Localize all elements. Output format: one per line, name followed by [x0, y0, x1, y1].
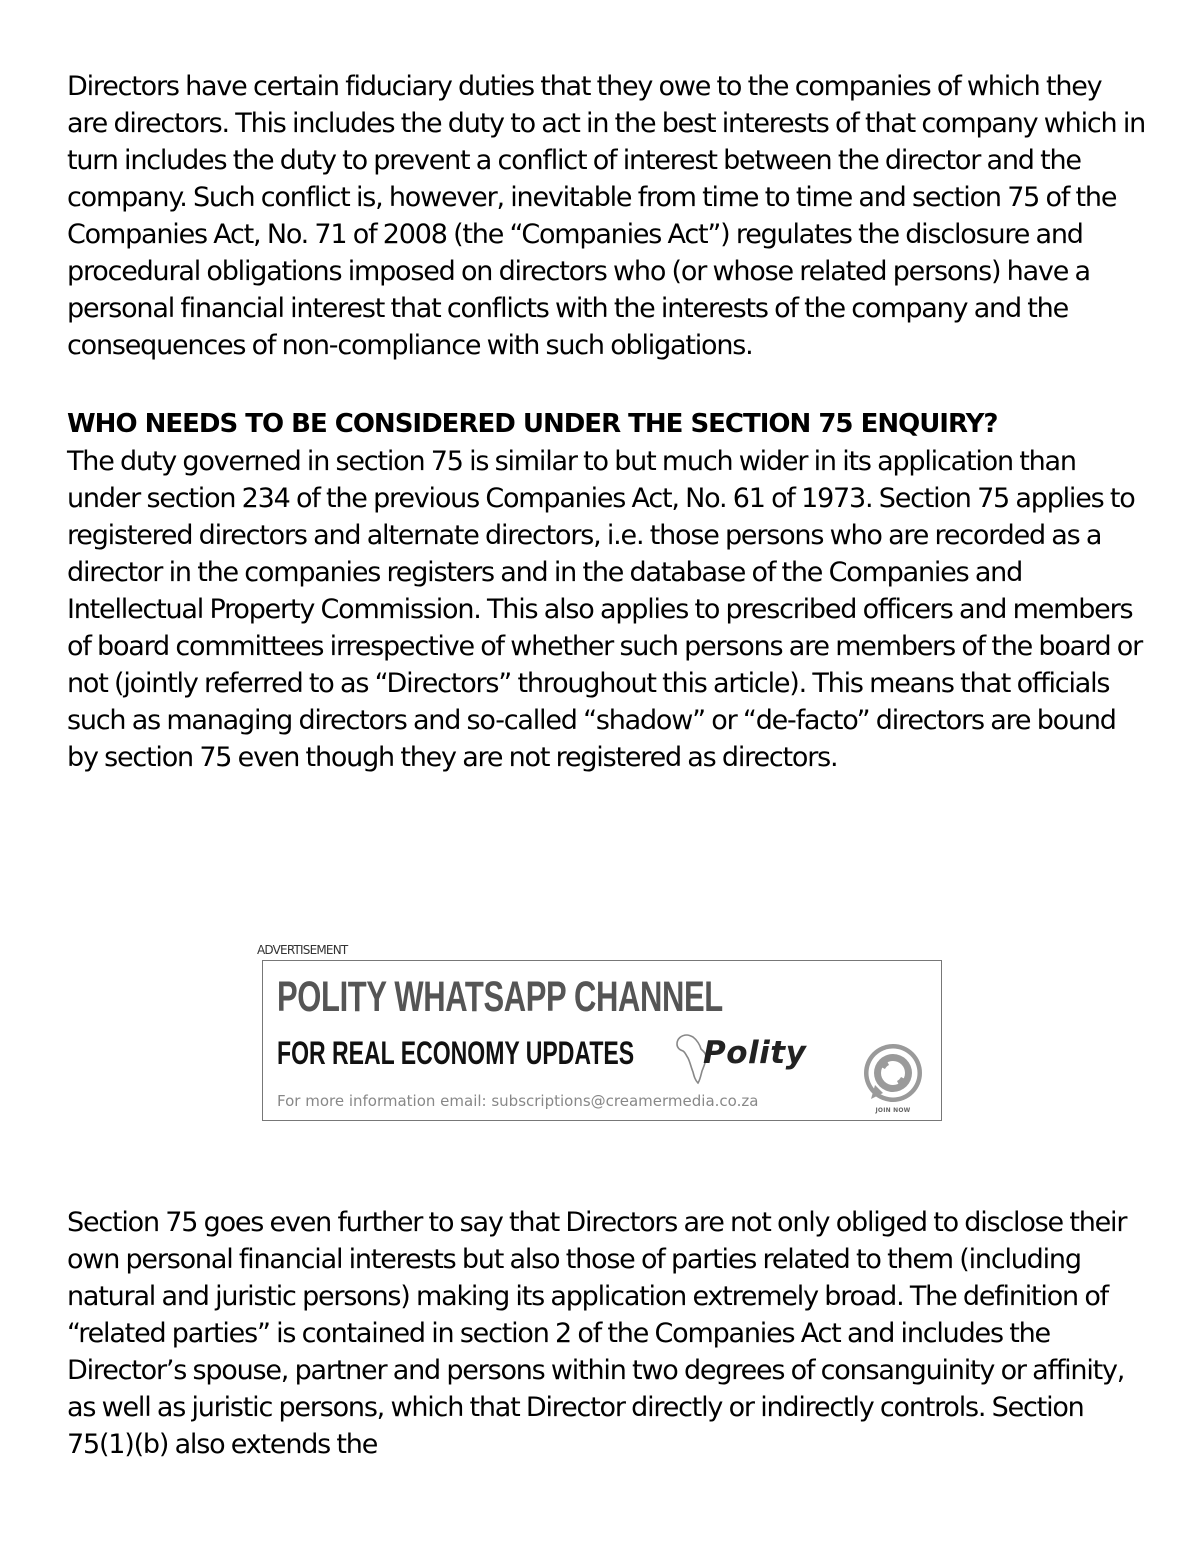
section-heading: WHO NEEDS TO BE CONSIDERED UNDER THE SECTION 75 ENQUIRY? [67, 409, 998, 439]
related-parties-paragraph: Section 75 goes even further to say that Directors are not only obliged to disclose their own personal financial interests but also those of parties related to them (including natural and juristic persons) making its application extremely broad. The definition of “related parties” is contained in section 2 of the Companies Act and includes the Director’s spouse, partner and persons within two degrees of consanguinity or affinity, as well as juristic persons, which that Director directly or indirectly controls. Section 75(1)(b) also extends the [67, 1207, 1127, 1460]
ad-brand-name: Polity [703, 1035, 807, 1071]
advertisement-banner[interactable] [262, 960, 942, 1121]
whatsapp-icon [859, 1041, 927, 1107]
join-now-label: JOIN NOW [875, 1107, 911, 1114]
article-continuation [67, 1204, 1147, 1463]
whatsapp-join-button[interactable] [859, 1041, 927, 1119]
ad-headline: POLITY WHATSAPP CHANNEL [277, 973, 723, 1021]
advertisement-label: ADVERTISEMENT [257, 943, 348, 957]
ad-subline: FOR REAL ECONOMY UPDATES [277, 1035, 635, 1071]
ad-contact-line: For more information email: subscriptions@creamermedia.co.za [277, 1092, 759, 1110]
polity-logo [673, 1031, 843, 1087]
advertisement-block [257, 940, 945, 1121]
article-body [67, 68, 1147, 776]
intro-paragraph: Directors have certain fiduciary duties that they owe to the companies of which they are directors. This includes the duty to act in the best interests of that company which in turn includes the duty to prevent a conflict of interest between the director and the company. Such conflict is, however, inevitable from time to time and section 75 of the Companies Act, No. 71 of 2008 (the “Companies Act”) regulates the disclosure and procedural obligations imposed on directors who (or whose related persons) have a personal financial interest that conflicts with the interests of the company and the consequences of non-compliance with such obligations. [67, 71, 1146, 361]
scope-paragraph: The duty governed in section 75 is similar to but much wider in its application than under section 234 of the previous Companies Act, No. 61 of 1973. Section 75 applies to registered directors and alternate directors, i.e. those persons who are recorded as a director in the companies registers and in the database of the Companies and Intellectual Property Commission. This also applies to prescribed officers and members of board committees irrespective of whether such persons are members of the board or not (jointly referred to as “Directors” throughout this article). This means that officials such as managing directors and so-called “shadow” or “de-facto” directors are bound by section 75 even though they are not registered as directors. [67, 446, 1142, 773]
